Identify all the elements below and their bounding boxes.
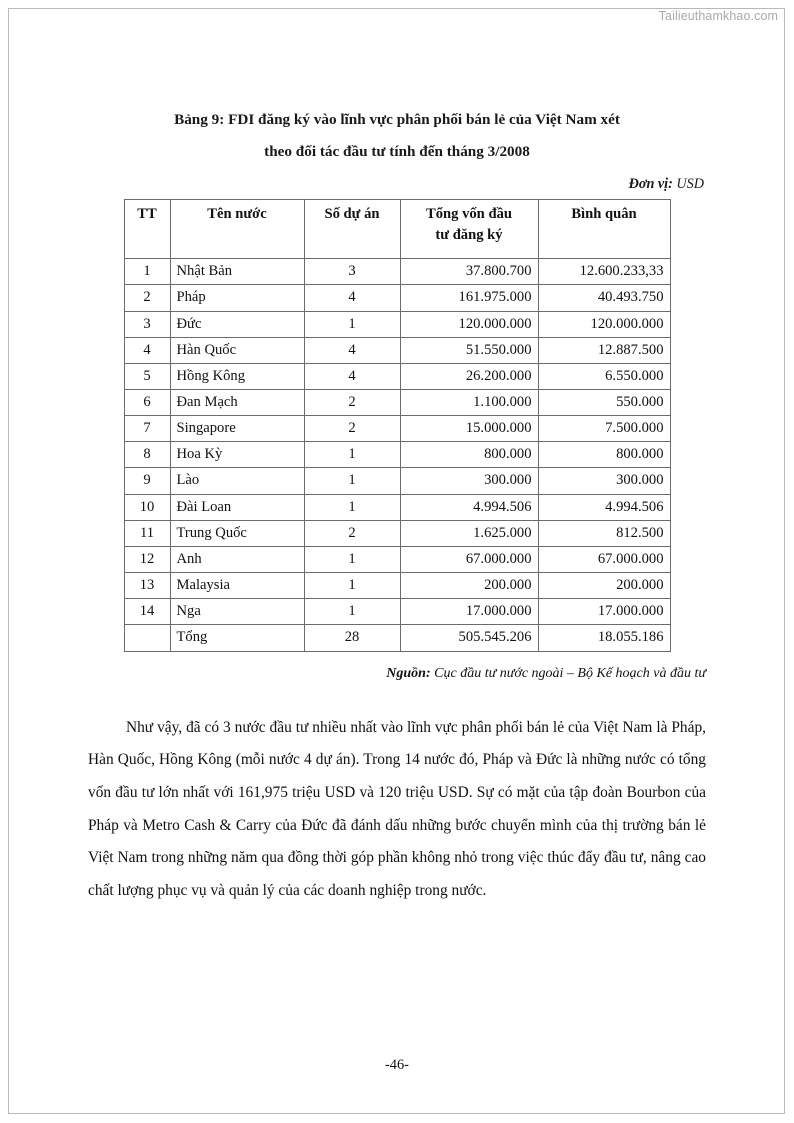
cell-projects: 1 xyxy=(304,468,400,494)
cell-average: 4.994.506 xyxy=(538,494,670,520)
column-header-average: Bình quân xyxy=(538,200,670,259)
table-row xyxy=(124,599,670,625)
cell-country: Trung Quốc xyxy=(170,520,304,546)
cell-total: 37.800.700 xyxy=(400,259,538,285)
page-content xyxy=(86,104,708,923)
cell-total: 51.550.000 xyxy=(400,337,538,363)
cell-total: 1.100.000 xyxy=(400,390,538,416)
page-number: -46- xyxy=(385,1057,409,1073)
table-row xyxy=(124,546,670,572)
cell-total: 15.000.000 xyxy=(400,416,538,442)
column-header-tt: TT xyxy=(124,200,170,259)
cell-country: Đài Loan xyxy=(170,494,304,520)
cell-total: 300.000 xyxy=(400,468,538,494)
table-row xyxy=(124,573,670,599)
table-header-row xyxy=(124,200,670,259)
cell-projects: 4 xyxy=(304,363,400,389)
cell-projects: 1 xyxy=(304,546,400,572)
table-row xyxy=(124,442,670,468)
table-row xyxy=(124,311,670,337)
fdi-table-head xyxy=(124,200,670,259)
cell-average: 300.000 xyxy=(538,468,670,494)
cell-projects: 1 xyxy=(304,599,400,625)
cell-average: 120.000.000 xyxy=(538,311,670,337)
cell-country: Tổng xyxy=(170,625,304,651)
cell-country: Hồng Kông xyxy=(170,363,304,389)
cell-average: 17.000.000 xyxy=(538,599,670,625)
cell-total: 120.000.000 xyxy=(400,311,538,337)
cell-projects: 3 xyxy=(304,259,400,285)
column-header-country: Tên nước xyxy=(170,200,304,259)
cell-country: Đan Mạch xyxy=(170,390,304,416)
table-row xyxy=(124,416,670,442)
cell-average: 12.600.233,33 xyxy=(538,259,670,285)
table-row xyxy=(124,337,670,363)
fdi-table-body xyxy=(124,259,670,651)
column-header-total-capital-line-1: Tổng vốn đầu xyxy=(426,206,512,223)
table-row xyxy=(124,259,670,285)
cell-tt: 12 xyxy=(124,546,170,572)
column-header-total-capital-line-2: tư đăng ký xyxy=(435,227,503,244)
cell-country: Pháp xyxy=(170,285,304,311)
cell-total: 1.625.000 xyxy=(400,520,538,546)
cell-total: 26.200.000 xyxy=(400,363,538,389)
cell-country: Đức xyxy=(170,311,304,337)
cell-total: 800.000 xyxy=(400,442,538,468)
unit-label: Đơn vị: xyxy=(628,176,673,193)
cell-average: 40.493.750 xyxy=(538,285,670,311)
cell-projects: 2 xyxy=(304,390,400,416)
cell-tt: 3 xyxy=(124,311,170,337)
cell-country: Malaysia xyxy=(170,573,304,599)
cell-average: 67.000.000 xyxy=(538,546,670,572)
table-row xyxy=(124,285,670,311)
cell-projects: 1 xyxy=(304,573,400,599)
cell-projects: 1 xyxy=(304,311,400,337)
cell-total: 4.994.506 xyxy=(400,494,538,520)
cell-country: Hoa Kỳ xyxy=(170,442,304,468)
fdi-table xyxy=(124,199,671,651)
cell-tt: 6 xyxy=(124,390,170,416)
table-caption xyxy=(86,104,708,167)
table-row xyxy=(124,625,670,651)
cell-tt: 10 xyxy=(124,494,170,520)
cell-projects: 4 xyxy=(304,337,400,363)
cell-projects: 2 xyxy=(304,416,400,442)
table-row xyxy=(124,363,670,389)
cell-average: 800.000 xyxy=(538,442,670,468)
cell-average: 200.000 xyxy=(538,573,670,599)
cell-tt: 2 xyxy=(124,285,170,311)
cell-country: Nhật Bản xyxy=(170,259,304,285)
cell-projects: 1 xyxy=(304,494,400,520)
cell-projects: 4 xyxy=(304,285,400,311)
cell-country: Singapore xyxy=(170,416,304,442)
cell-country: Nga xyxy=(170,599,304,625)
cell-average: 550.000 xyxy=(538,390,670,416)
cell-average: 12.887.500 xyxy=(538,337,670,363)
cell-tt: 8 xyxy=(124,442,170,468)
cell-country: Anh xyxy=(170,546,304,572)
cell-tt: 1 xyxy=(124,259,170,285)
table-source-note xyxy=(86,666,708,682)
table-row xyxy=(124,520,670,546)
unit-value: USD xyxy=(676,176,704,193)
cell-average: 7.500.000 xyxy=(538,416,670,442)
cell-average: 6.550.000 xyxy=(538,363,670,389)
cell-tt: 9 xyxy=(124,468,170,494)
cell-average: 812.500 xyxy=(538,520,670,546)
cell-tt: 14 xyxy=(124,599,170,625)
cell-tt: 4 xyxy=(124,337,170,363)
cell-tt: 5 xyxy=(124,363,170,389)
cell-country: Hàn Quốc xyxy=(170,337,304,363)
cell-projects: 2 xyxy=(304,520,400,546)
cell-average: 18.055.186 xyxy=(538,625,670,651)
cell-tt: 13 xyxy=(124,573,170,599)
cell-country: Lào xyxy=(170,468,304,494)
table-row xyxy=(124,494,670,520)
table-row xyxy=(124,390,670,416)
cell-total: 17.000.000 xyxy=(400,599,538,625)
cell-tt: 11 xyxy=(124,520,170,546)
table-caption-line-2: theo đối tác đầu tư tính đến tháng 3/2008 xyxy=(264,142,530,160)
column-header-projects: Số dự án xyxy=(304,200,400,259)
cell-tt xyxy=(124,625,170,651)
source-value: Cục đầu tư nước ngoài – Bộ Kế hoạch và đầu tư xyxy=(434,665,706,681)
body-paragraph: Như vậy, đã có 3 nước đầu tư nhiều nhất vào lĩnh vực phân phối bán lẻ của Việt Nam là Pháp, Hàn Quốc, Hồng Kông (mỗi nước 4 dự án). Trong 14 nước đó, Pháp và Đức là những nước có tổng vốn đầu tư lớn nhất với 161,975 triệu USD và 120 triệu USD. Sự có mặt của tập đoàn Bourbon của Pháp và Metro Cash & Carry của Đức đã đánh dấu những bước chuyển mình của thị trường bán lẻ Việt Nam trong những năm qua đồng thời góp phần không nhỏ trong việc thúc đẩy đầu tư, nâng cao chất lượng phục vụ và quản lý của các doanh nghiệp trong nước. xyxy=(88,718,706,899)
site-watermark: Tailieuthamkhao.com xyxy=(658,9,778,23)
column-header-total-capital xyxy=(400,200,538,259)
cell-projects: 1 xyxy=(304,442,400,468)
table-row xyxy=(124,468,670,494)
cell-total: 161.975.000 xyxy=(400,285,538,311)
unit-note xyxy=(86,176,708,193)
cell-total: 67.000.000 xyxy=(400,546,538,572)
cell-tt: 7 xyxy=(124,416,170,442)
source-label: Nguồn: xyxy=(386,665,431,681)
table-caption-line-1: Bảng 9: FDI đăng ký vào lĩnh vực phân phối bán lẻ của Việt Nam xét xyxy=(174,111,620,128)
cell-total: 505.545.206 xyxy=(400,625,538,651)
cell-total: 200.000 xyxy=(400,573,538,599)
cell-projects: 28 xyxy=(304,625,400,651)
